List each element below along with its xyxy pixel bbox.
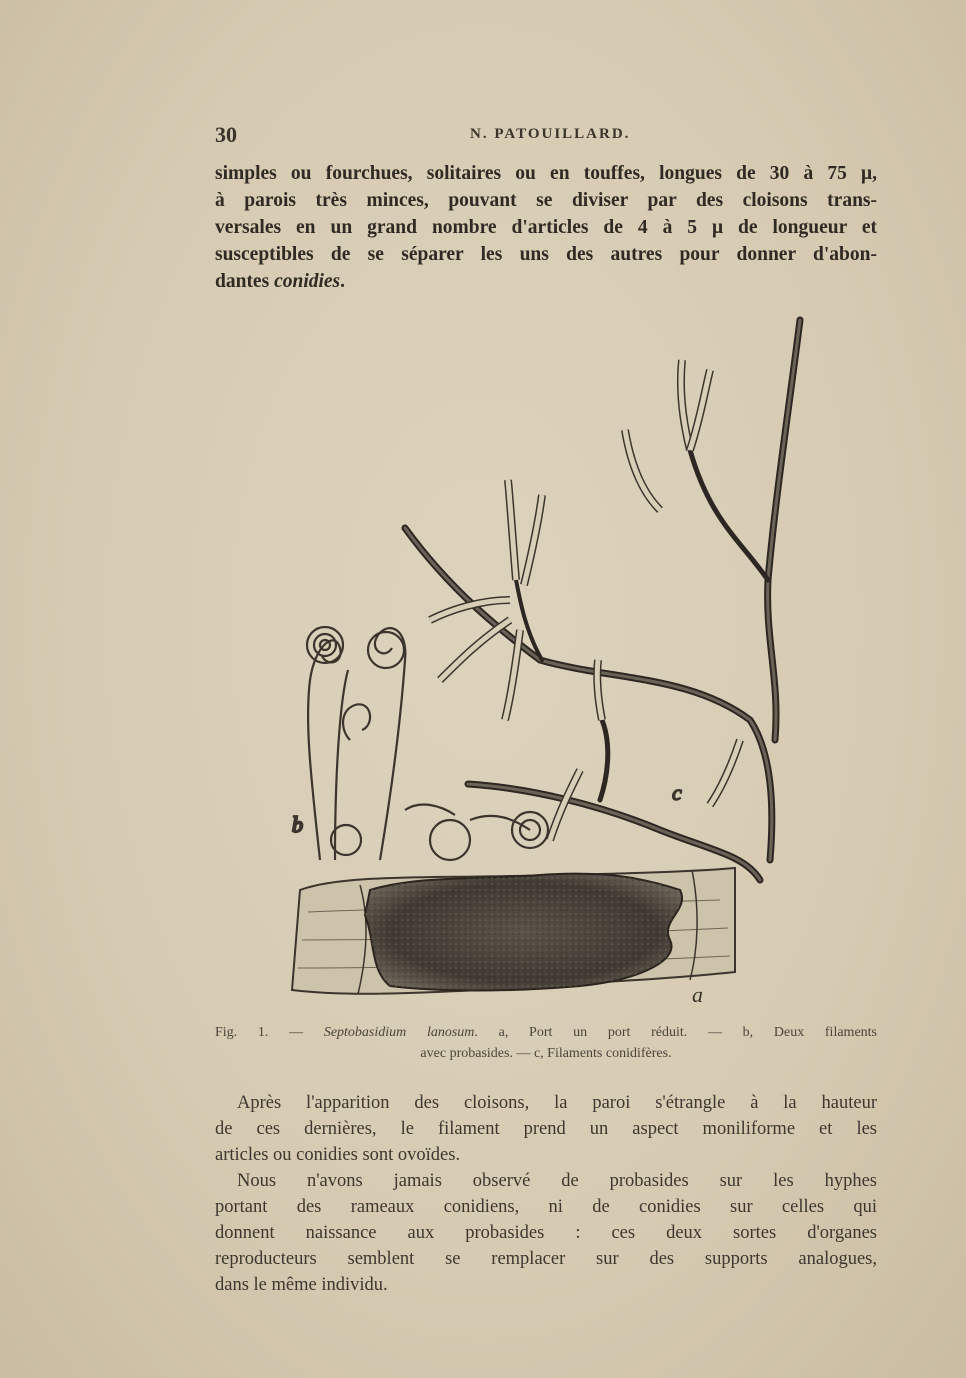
text-line: simples ou fourchues, solitaires ou en touffes, longues de 30 à 75 μ,: [215, 163, 877, 184]
paragraph-bottom: [215, 1090, 877, 1298]
figure-label-c: c: [672, 780, 682, 805]
figure-label-b: b: [292, 812, 303, 837]
caption-fig-number: Fig. 1. —: [215, 1025, 324, 1040]
figure-caption: [215, 1022, 877, 1064]
text-line: portant des rameaux conidiens, ni de conidies sur celles qui: [215, 1197, 877, 1217]
text-fragment: dantes: [215, 271, 275, 292]
text-line: Après l'apparition des cloisons, la paroi s'étrangle à la hauteur: [237, 1093, 877, 1113]
text-line: susceptibles de se séparer les uns des autres pour donner d'abon-: [215, 244, 877, 265]
figure-illustration: [280, 300, 840, 1020]
running-head: N. PATOUILLARD.: [470, 126, 631, 142]
caption-text: . a, Port un port réduit. — b, Deux filaments: [474, 1025, 877, 1040]
text-line: Nous n'avons jamais observé de probasides sur les hyphes: [237, 1171, 877, 1191]
twig-drawing: [292, 868, 735, 1007]
caption-line-2: avec probasides. — c, Filaments conidifères.: [420, 1046, 672, 1061]
probasidia-filaments: [292, 627, 548, 860]
text-line: donnent naissance aux probasides : ces deux sortes d'organes: [215, 1223, 877, 1243]
hyphae-main: [405, 320, 800, 880]
page-header: [215, 122, 875, 152]
text-line: articles ou conidies sont ovoïdes.: [215, 1145, 461, 1165]
figure-label-a: a: [692, 982, 703, 1007]
italic-term: conidies: [274, 271, 341, 292]
paragraph-top: [215, 160, 877, 295]
text-line: à parois très minces, pouvant se diviser par des cloisons trans-: [215, 190, 877, 211]
page-number: 30: [215, 122, 237, 147]
text-fragment: .: [340, 271, 346, 292]
text-line: de ces dernières, le filament prend un aspect moniliforme et les: [215, 1119, 877, 1139]
text-line: versales en un grand nombre d'articles de 4 à 5 μ de longueur et: [215, 217, 877, 238]
text-line: dans le même individu.: [215, 1275, 388, 1295]
caption-line-1: [215, 1022, 877, 1043]
caption-species: Septobasidium lanosum: [323, 1025, 475, 1040]
text-line: reproducteurs semblent se remplacer sur des supports analogues,: [215, 1249, 877, 1269]
conidia-chains: [430, 360, 740, 840]
text-line-last: [215, 268, 877, 295]
